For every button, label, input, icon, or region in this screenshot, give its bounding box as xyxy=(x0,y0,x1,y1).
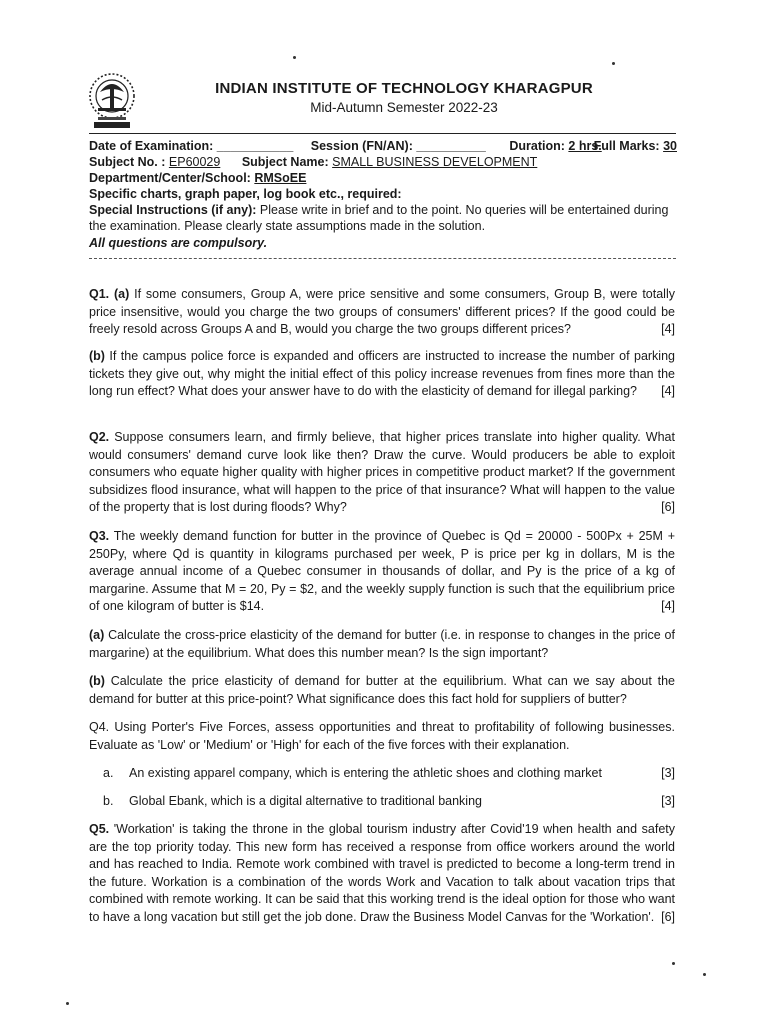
subject-name-label: Subject Name: xyxy=(241,155,329,169)
date-of-exam: Date of Examination: ___________ xyxy=(89,139,294,153)
question-4b: b. Global Ebank, which is a digital alternative to traditional banking [3] xyxy=(103,794,675,808)
subject-no-value: EP60029 xyxy=(168,155,221,169)
subject-row xyxy=(89,154,679,170)
subject-name-value: SMALL BUSINESS DEVELOPMENT xyxy=(332,155,538,169)
question-2-marks: [6] xyxy=(661,500,675,515)
question-1b: (b) If the campus police force is expanded and officers are instructed to increase the number of parking tickets they give out, why might the initial effect of this policy increase revenues from fines more than the long run effect? What does your answer have to do with the elasticity of demand for illegal parking? [4] xyxy=(89,348,675,401)
question-4a: a. An existing apparel company, which is entering the athletic shoes and clothing market [3] xyxy=(103,766,675,780)
question-3b: (b) Calculate the price elasticity of demand for butter at the equilibrium. What can we say about the demand for butter at this price-point? What significance does this fact hold for suppliers of butter? xyxy=(89,674,675,706)
question-4: Q4. Using Porter's Five Forces, assess opportunities and threat to profitability of following businesses. Evaluate as 'Low' or 'Medium' or 'High' for each of the five forces with their explanation. xyxy=(89,720,675,752)
scan-speck xyxy=(66,1002,69,1005)
exam-info-row xyxy=(89,138,679,154)
question-3-marks: [4] xyxy=(661,599,675,614)
special-text: Please write in brief and to the point. No queries will be entertained during the examination. Please clearly state assumptions made in the solution. xyxy=(89,203,669,233)
special-instructions xyxy=(89,202,679,234)
scan-speck xyxy=(703,973,706,976)
question-3a: (a) Calculate the cross-price elasticity of the demand for butter (i.e. in response to changes in the price of margarine) at the equilibrium. What does this number mean? Is the sign important? xyxy=(89,628,675,660)
question-5-marks: [6] xyxy=(661,909,675,924)
subject-no-label: Subject No. : xyxy=(89,155,166,169)
question-2: Q2. Suppose consumers learn, and firmly believe, that higher prices translate into higher quality. What would consumers' demand curve look like then? Draw the curve. Would producers be able to exploit consumers who equate higher quality with higher prices in competitive product market? If the government subsidizes flood insurance, what will happen to the price of that insurance? What will happen to the value of the property that is lost during floods? Why? [6] xyxy=(89,429,675,517)
department-label: Department/Center/School: xyxy=(89,171,251,185)
question-1b-marks: [4] xyxy=(661,384,675,399)
charts-line: Specific charts, graph paper, log book etc., required: xyxy=(89,187,402,201)
dashed-separator xyxy=(89,258,676,259)
scan-speck xyxy=(293,56,296,59)
full-marks-value: 30 xyxy=(663,139,677,153)
duration-value: 2 hrs. xyxy=(568,139,602,153)
institute-name: INDIAN INSTITUTE OF TECHNOLOGY KHARAGPUR xyxy=(215,80,593,97)
special-label: Special Instructions (if any): xyxy=(89,203,257,217)
scan-speck xyxy=(612,62,615,65)
session: Session (FN/AN): __________ xyxy=(310,139,486,153)
question-1a-marks: [4] xyxy=(661,322,675,337)
department-value: RMSoEE xyxy=(254,171,307,185)
question-4b-marks: [3] xyxy=(661,794,675,808)
full-marks-label: Full Marks: xyxy=(593,139,660,153)
semester: Mid-Autumn Semester 2022-23 xyxy=(310,100,498,115)
header-rule xyxy=(89,133,676,134)
question-1a: Q1. (a) If some consumers, Group A, were price sensitive and some consumers, Group B, were totally price insensitive, would you charge the two groups of consumers' different prices? If the good could be freely resold across Groups A and B, would you charge the two groups different prices? [4] xyxy=(89,286,675,339)
scan-speck xyxy=(672,962,675,965)
compulsory-note: All questions are compulsory. xyxy=(89,236,268,250)
question-5: Q5. 'Workation' is taking the throne in the global tourism industry after Covid'19 when health and safety are the top priority today. This new form has received a response from office workers around the world and has reached to India. Remote work combined with travel is predicted to become a long-term trend in the future. Workation is a combination of the words Work and Vacation to talk about vacation trips that combined with remote working. It can be said that this working trend is the ideal option for those who want to have a long vacation but still get the job done. Draw the Business Model Canvas for the 'Workation'. [6] xyxy=(89,821,675,927)
question-4a-marks: [3] xyxy=(661,766,675,780)
duration-label: Duration: xyxy=(509,139,565,153)
question-3: Q3. The weekly demand function for butter in the province of Quebec is Qd = 20000 - 500Px + 25M + 250Py, where Qd is quantity in kilograms purchased per week, P is price per kg in dollars, M is the average annual income of a Quebec consumer in thousands of dollar, and Py is the price of a kg of margarine. Assume that M = 20, Py = $2, and the weekly supply function is such that the equilibrium price of one kilogram of butter is $14. [4] xyxy=(89,528,675,616)
department-row xyxy=(89,170,679,186)
